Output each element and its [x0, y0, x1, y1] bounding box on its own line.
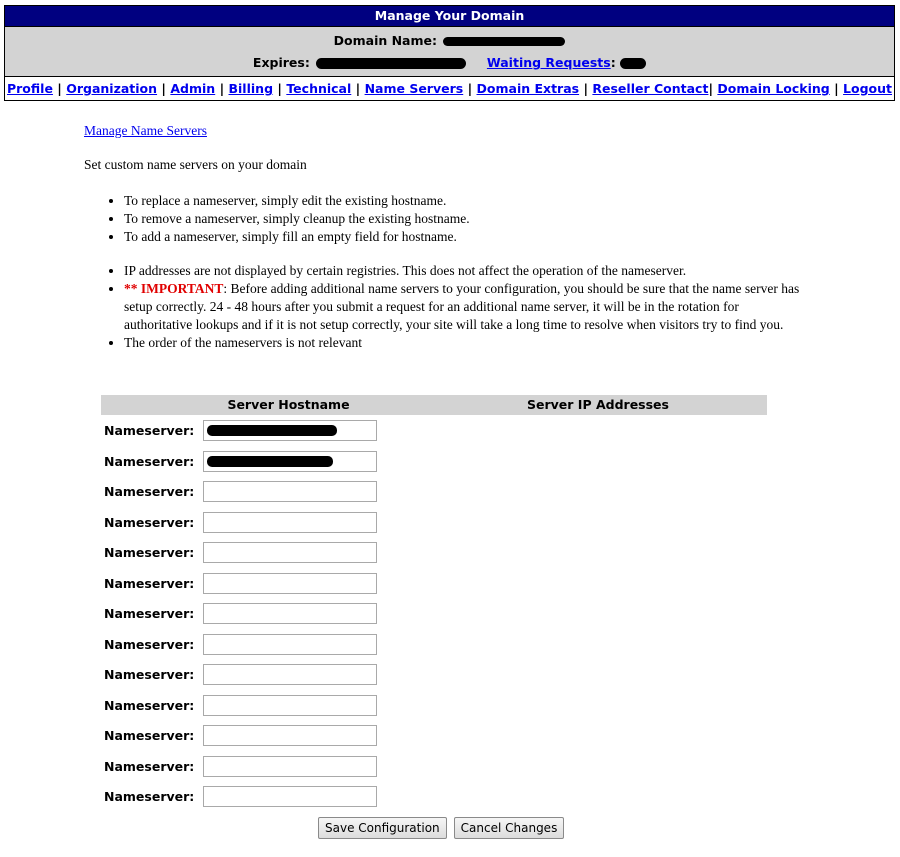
nameserver-row: [101, 755, 377, 778]
nameserver-hostname-input[interactable]: [203, 512, 377, 533]
nameserver-hostname-input[interactable]: [203, 481, 377, 502]
nameserver-label: Nameserver:: [104, 728, 195, 743]
table-header: [101, 395, 767, 415]
nameserver-table: [101, 395, 767, 804]
waiting-requests-link[interactable]: Waiting Requests: [486, 55, 611, 70]
nav-profile[interactable]: Profile: [6, 81, 53, 96]
header-title: Manage Your Domain: [5, 6, 894, 27]
nameserver-hostname-input[interactable]: [203, 725, 377, 746]
redacted-expiry: [316, 58, 466, 69]
col-server-hostname: Server Hostname: [227, 397, 350, 412]
nav-logout[interactable]: Logout: [843, 81, 893, 96]
redacted-waiting-count: [620, 58, 646, 69]
save-configuration-button[interactable]: Save Configuration: [318, 817, 447, 839]
col-server-ip: Server IP Addresses: [527, 397, 669, 412]
nameserver-row: [101, 663, 377, 686]
nameserver-hostname-input[interactable]: [203, 603, 377, 624]
nameserver-label: Nameserver:: [104, 423, 195, 438]
nameserver-hostname-input[interactable]: [203, 664, 377, 685]
nameserver-label: Nameserver:: [104, 606, 195, 621]
expires-label: Expires:: [252, 55, 310, 70]
domain-header: [4, 5, 895, 101]
nameserver-hostname-input[interactable]: [203, 634, 377, 655]
nav-domain-extras[interactable]: Domain Extras: [476, 81, 580, 96]
nameserver-label: Nameserver:: [104, 698, 195, 713]
main-content: [84, 122, 804, 352]
nameserver-hostname-input[interactable]: [203, 420, 377, 441]
nav-reseller-contact[interactable]: Reseller Contact: [592, 81, 709, 96]
list-item: • To replace a nameserver, simply edit the existing hostname.: [124, 192, 804, 210]
nameserver-label: Nameserver:: [104, 454, 195, 469]
instructions-list: [84, 192, 804, 246]
waiting-colon: :: [610, 55, 616, 70]
nameserver-hostname-input[interactable]: [203, 573, 377, 594]
nameserver-label: Nameserver:: [104, 667, 195, 682]
domain-info: [5, 27, 894, 77]
nav-bar: Profile | Organization | Admin | Billing | Technical | Name Servers | Domain Extras | Reseller Contact| Domain Locking | Logout: [6, 81, 893, 96]
nameserver-label: Nameserver:: [104, 484, 195, 499]
important-note: [124, 280, 804, 334]
nameserver-hostname-input[interactable]: [203, 451, 377, 472]
nameserver-hostname-input[interactable]: [203, 756, 377, 777]
nav-admin[interactable]: Admin: [170, 81, 216, 96]
manage-name-servers-link[interactable]: Manage Name Servers: [84, 123, 207, 138]
nav-organization[interactable]: Organization: [66, 81, 158, 96]
nav-technical[interactable]: Technical: [286, 81, 352, 96]
nameserver-row: [101, 450, 377, 473]
nameserver-label: Nameserver:: [104, 515, 195, 530]
nameserver-label: Nameserver:: [104, 545, 195, 560]
list-item: • The order of the nameservers is not relevant: [124, 334, 804, 352]
nameserver-row: [101, 419, 377, 442]
redacted-hostname: [207, 425, 337, 436]
domain-name-label: Domain Name:: [333, 33, 437, 48]
nameserver-hostname-input[interactable]: [203, 786, 377, 807]
cancel-changes-button[interactable]: Cancel Changes: [454, 817, 565, 839]
nameserver-row: [101, 785, 377, 808]
nameserver-label: Nameserver:: [104, 759, 195, 774]
nameserver-row: [101, 541, 377, 564]
redacted-hostname: [207, 456, 333, 467]
nameserver-label: Nameserver:: [104, 576, 195, 591]
nameserver-row: [101, 572, 377, 595]
list-item: • To remove a nameserver, simply cleanup the existing hostname.: [124, 210, 804, 228]
important-label: ** IMPORTANT: [124, 281, 224, 296]
nameserver-row: [101, 511, 377, 534]
nameserver-row: [101, 724, 377, 747]
important-text: : Before adding additional name servers to your configuration, you should be sure that the name server has setup correctly. 24 - 48 hours after you submit a request for an additional name server, it will be in the rotation for authoritative lookups and if it is not setup correctly, your site will take a long time to resolve when visitors try to find you.: [124, 281, 800, 332]
nameserver-row: [101, 633, 377, 656]
nameserver-row: [101, 480, 377, 503]
form-buttons: [318, 817, 564, 839]
nav-billing[interactable]: Billing: [228, 81, 274, 96]
nav-domain-locking[interactable]: Domain Locking: [717, 81, 830, 96]
redacted-domain-name: [443, 37, 565, 46]
nameserver-row: [101, 602, 377, 625]
list-item: • To add a nameserver, simply fill an empty field for hostname.: [124, 228, 804, 246]
nameserver-row: [101, 694, 377, 717]
nameserver-hostname-input[interactable]: [203, 542, 377, 563]
intro-text: Set custom name servers on your domain: [84, 157, 307, 172]
notes-list: [84, 262, 804, 352]
nameserver-label: Nameserver:: [104, 637, 195, 652]
list-item: • IP addresses are not displayed by certain registries. This does not affect the operation of the nameserver.: [124, 262, 804, 280]
nav-name-servers[interactable]: Name Servers: [364, 81, 464, 96]
nameserver-hostname-input[interactable]: [203, 695, 377, 716]
nameserver-label: Nameserver:: [104, 789, 195, 804]
